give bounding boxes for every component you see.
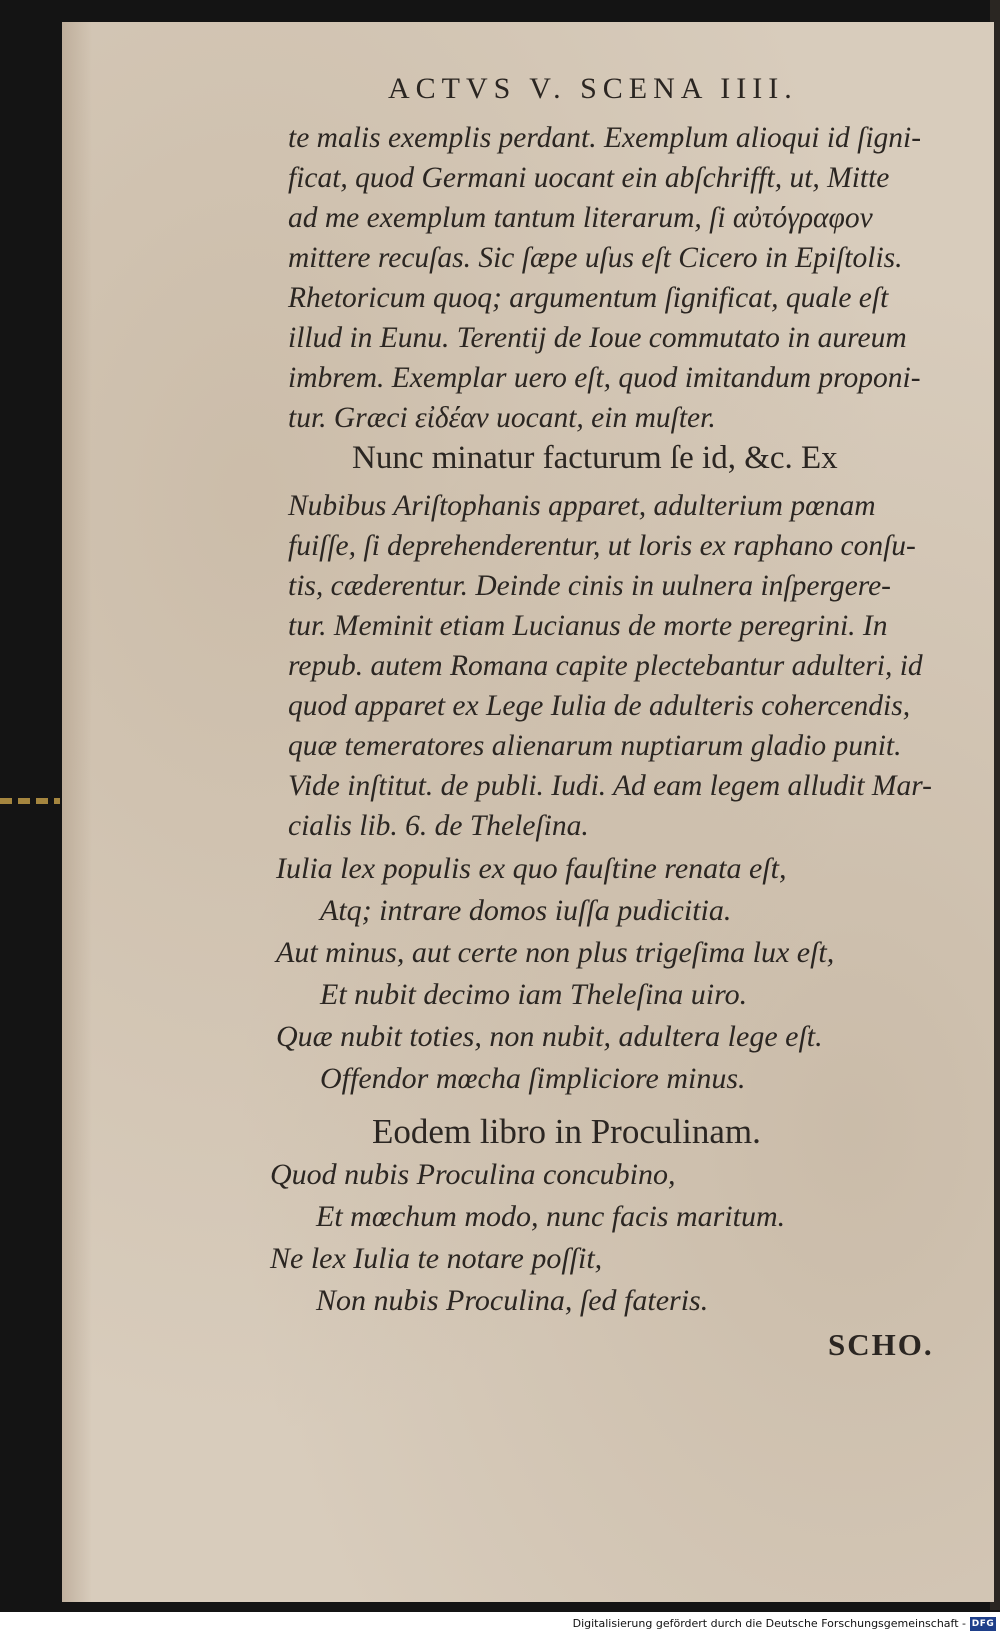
text-line: tur. Græci εἰδέαν uocant, ein muſter. bbox=[288, 402, 716, 434]
text-line: Rhetoricum quoq; argumentum ſignificat, quale eſt bbox=[288, 282, 889, 314]
section-subheading: Eodem libro in Proculinam. bbox=[372, 1112, 761, 1151]
text-line: Vide inſtitut. de publi. Iudi. Ad eam legem alludit Mar- bbox=[288, 770, 932, 802]
text-line: illud in Eunu. Terentij de Ioue commutato in aureum bbox=[288, 322, 907, 354]
verse-line: Aut minus, aut certe non plus trigeſima lux eſt, bbox=[276, 936, 835, 969]
paragraph-two bbox=[288, 486, 932, 846]
text-line: mittere recuſas. Sic ſæpe uſus eſt Cicero in Epiſtolis. bbox=[288, 242, 903, 274]
running-head: ACTVS V. SCENA IIII. bbox=[388, 72, 798, 105]
text-line: tis, cæderentur. Deinde cinis in uulnera inſpergere- bbox=[288, 570, 892, 602]
text-line: ad me exemplum tantum literarum, ſi αὐτόγραφον bbox=[288, 202, 873, 234]
verse-line: Quod nubis Proculina concubino, bbox=[270, 1158, 676, 1191]
verse-line: Et nubit decimo iam Theleſina uiro. bbox=[320, 978, 748, 1011]
dfg-logo: DFG bbox=[971, 1619, 995, 1629]
verse-line: Et mœchum modo, nunc facis maritum. bbox=[316, 1200, 786, 1233]
verse-line: Ne lex Iulia te notare poſſit, bbox=[270, 1242, 603, 1275]
text-line: tur. Meminit etiam Lucianus de morte peregrini. In bbox=[288, 610, 888, 642]
paragraph-one bbox=[288, 118, 921, 438]
text-line: Nubibus Ariſtophanis apparet, adulterium pœnam bbox=[288, 490, 876, 522]
verse-line: Atq; intrare domos iuſſa pudicitia. bbox=[320, 894, 732, 927]
verse-line: Non nubis Proculina, ſed fateris. bbox=[316, 1284, 709, 1317]
text-line: te malis exemplis perdant. Exemplum alioqui id ſigni- bbox=[288, 122, 922, 154]
text-line: ficat, quod Germani uocant ein abſchrifft, ut, Mitte bbox=[288, 162, 890, 194]
text-line: cialis lib. 6. de Theleſina. bbox=[288, 810, 589, 842]
paragraph-two-lead: Nunc minatur facturum ſe id, &c. Ex bbox=[352, 440, 838, 476]
text-line: quæ temeratores alienarum nuptiarum gladio punit. bbox=[288, 730, 902, 762]
text-line: fuiſſe, ſi deprehenderentur, ut loris ex raphano conſu- bbox=[288, 530, 916, 562]
verse-line: Quæ nubit toties, non nubit, adultera lege eſt. bbox=[276, 1020, 823, 1053]
verse-line: Iulia lex populis ex quo fauſtine renata eſt, bbox=[276, 852, 787, 885]
color-ruler-strip bbox=[0, 798, 60, 804]
catchword: SCHO. bbox=[828, 1327, 934, 1362]
text-line: imbrem. Exemplar uero eſt, quod imitandum proponi- bbox=[288, 362, 921, 394]
text-line: quod apparet ex Lege Iulia de adulteris cohercendis, bbox=[288, 690, 911, 722]
digitization-credit: Digitalisierung gefördert durch die Deutsche Forschungsgemeinschaft - bbox=[572, 1617, 966, 1630]
verse-line: Offendor mœcha ſimpliciore minus. bbox=[320, 1062, 746, 1095]
text-line: repub. autem Romana capite plectebantur adulteri, id bbox=[288, 650, 923, 682]
